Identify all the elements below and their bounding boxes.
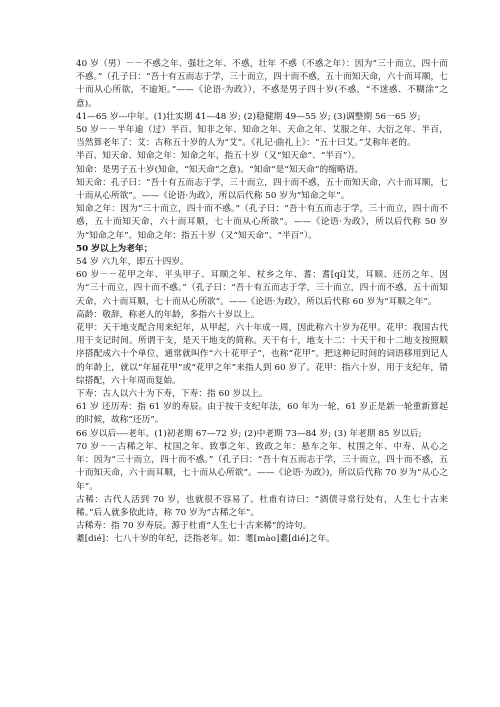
paragraph-zhiming-zhinian: 知命之年：因为“三十而立，四十而不惑。”（孔子曰：“吾十有五而志于学，三十而立，四十而不惑，五十而知天命，六十而耳顺，七十而从心所欲”。——《论语·为政》，所以后代称 50 岁为“知命之年”。知命之年：指五十岁（又“知天命”、“半百”）。 (76, 204, 448, 241)
paragraph-age-60: 60 岁－－花甲之年、平头甲子、耳顺之年、杖乡之年、耆：耆[qí]艾，耳顺、还历之年、因为“三十而立，四十而不惑。”（孔子曰：“吾十有五而志于学，三十而立，四十而不惑，五十而知天命，六十而耳顺，七十而从心所欲”。——《论语·为政》，所以后代称 60 岁为“耳顺之年”。 (76, 270, 448, 307)
paragraph-age-66: 66 岁以后----老年。(1)初老期 67—72 岁; (2)中老期 73—84 岁; (3) 年老期 85 岁以后; (76, 428, 422, 439)
paragraph-guxi: 古稀：古代人活到 70 岁，也就很不容易了。杜甫有诗曰：“酒债寻常行处有，人生七十古来稀。”后人就多依此诗，称 70 岁为“古稀之年”。 (76, 494, 448, 518)
paragraph-zhiming: 知命：是男子五十岁(知命，“知天命”之意)。“知命”是“知天命”的缩略语。 (76, 164, 364, 175)
paragraph-banbai: 半百、知天命、知命之年：知命之年，指五十岁（又“知天命”、“半百”）。 (76, 151, 361, 162)
paragraph-age-70: 70 岁－－古稀之年、杖国之年、致事之年、致政之年：悬车之年、杖围之年、中寿、从心之年：因为“三十而立，四十而不惑。”（孔子曰：“吾十有五而志于学，三十而立，四十而不惑，五十而知天命，六十而耳顺，七十而从心所欲”。——《论语·为政》)，所以后代称 70 岁为“从心之年”。 (76, 441, 448, 492)
paragraph-age-41-65: 41—65 岁---中年。(1)壮实期 41—48 岁; (2)稳健期 49—55 岁; (3)调整期 56一65 岁; (76, 111, 421, 122)
paragraph-gaoling: 高龄：敬辞，称老人的年龄，多指六十岁以上。 (76, 309, 260, 320)
paragraph-guxi-shou: 古稀寿：指 70 岁寿辰。源于杜甫“人生七十古来稀”的诗句。 (76, 521, 312, 532)
paragraph-xiashou: 下寿：古人以六十为下寿，下寿：指 60 岁以上。 (76, 389, 268, 400)
paragraph-huajia: 花甲：天干地支配合用来纪年，从甲起，六十年成一周，因此称六十岁为花甲。花甲：我国古代用干支记时间。所谓干支，是天干地支的简称。天干有十，地支十二：十天干和十二地支按照顺序搭配成六十个单位，通常就叫作“六十花甲子”，也称“花甲”。把这种记时间的词语移用到记人的年龄上，就以“年届花甲”或“花甲之年”来指人到 60 岁了。花甲：指六十岁，用于支纪年，错综搭配，六十年周而复始。 (76, 323, 448, 386)
paragraph-zhitianming: 知天命：孔子曰：“吾十有五而志于学，三十而立，四十而不惑，五十而知天命，六十而耳顺，七十而从心所欲”。——《论语·为政》，所以后代称 50 岁为“知命之年”。 (76, 177, 448, 202)
paragraph-age-61: 61 岁 还历寿：指 61 岁的寿辰。由于按干支纪年法，60 年为一轮，61 岁正是新一轮重新算起的时候，故称“还历”。 (76, 402, 448, 426)
paragraph-die: 耋[dié]：七八十岁的年纪，泛指老年。如：耄[mào]耋[dié]之年。 (76, 534, 335, 545)
paragraph-age-54: 54 岁 六九年，即五十四岁。 (76, 257, 189, 268)
paragraph-age-50: 50 岁－－半年逾（过）半百、知非之年、知命之年、天命之年、艾服之年、大衍之年、半百，当然算老年了：艾：古称五十岁的人为“艾”。《礼记·曲礼上》：“五十曰艾。”艾称年老的。 (76, 125, 448, 149)
paragraph-age-40: 40 岁（男）－－不惑之年、强壮之年、不惑，壮年 不惑（不惑之年）：因为“三十而立，四十而不惑。”（孔子曰：“吾十有五而志于学，三十而立，四十而不惑，五十而知天命，六十而耳顺，七十而从心所欲，不逾矩。”——《论语·为政》），不惑是男子四十岁(不惑，“不迷惑、不糊涂”之意)。 (76, 59, 448, 109)
paragraph-age-50-above: 50 岁以上为老年； (76, 243, 153, 254)
